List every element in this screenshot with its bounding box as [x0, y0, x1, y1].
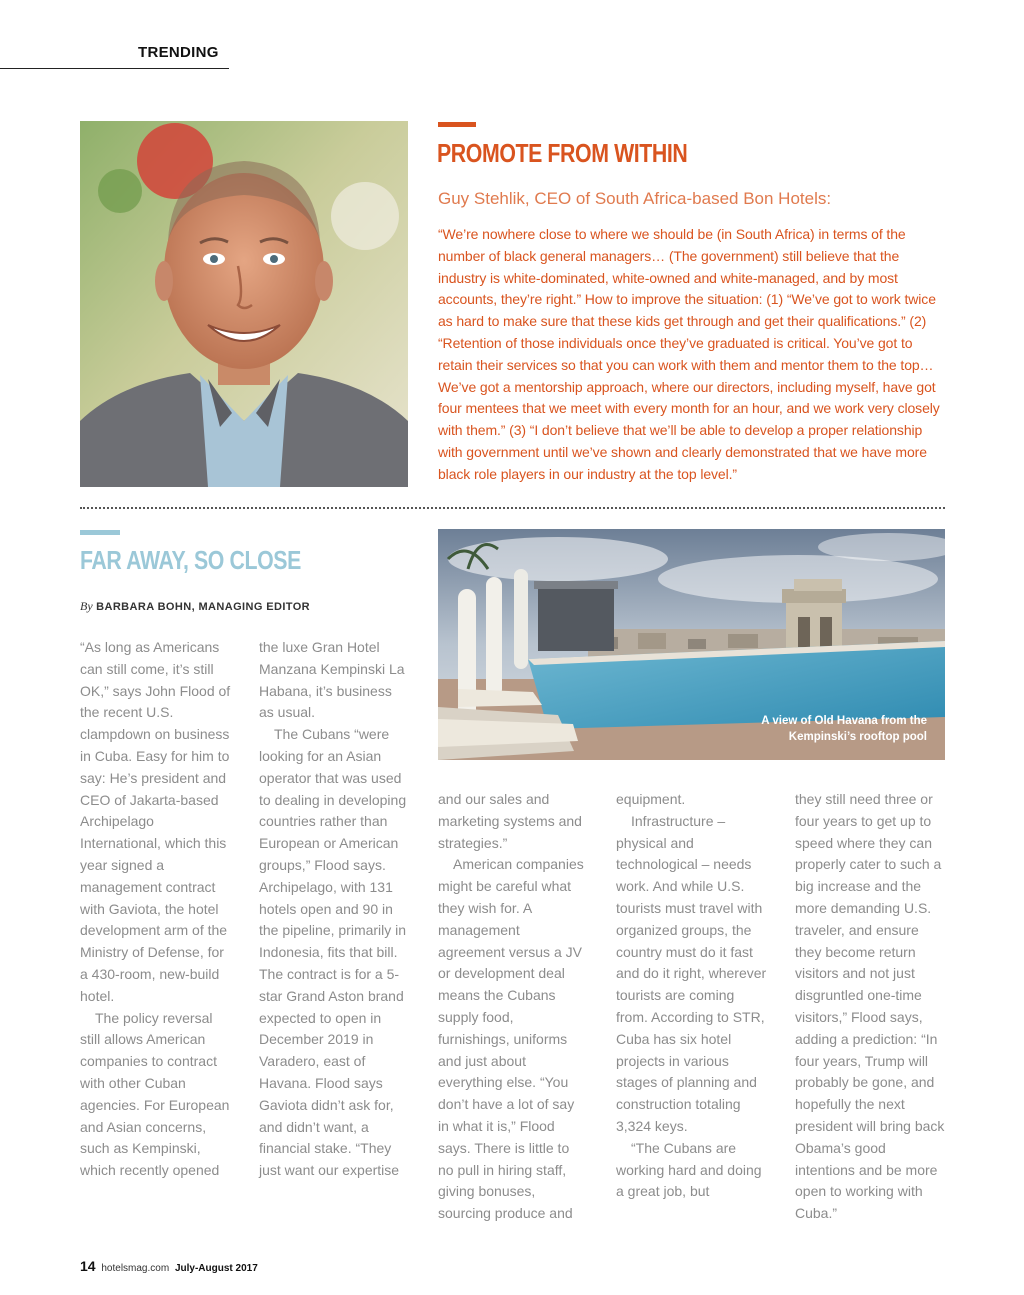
headline-far-away: FAR AWAY, SO CLOSE	[80, 545, 301, 575]
body-column-4	[616, 789, 768, 1203]
footer-issue: July-August 2017	[174, 1263, 258, 1274]
paragraph: The policy reversal still allows American companies to contract with other Cuban agencies. For European and Asian concerns, such as Kempinski, which recently opened	[80, 1009, 230, 1179]
section-divider	[80, 507, 945, 509]
footer-site: hotelsmag.com	[101, 1263, 170, 1274]
page-footer	[80, 1258, 258, 1274]
body-column-2	[259, 637, 409, 1182]
byline-author: BARBARA BOHN, MANAGING EDITOR	[96, 601, 311, 613]
portrait-photo	[80, 121, 408, 487]
page-number: 14	[80, 1258, 96, 1274]
paragraph: “The Cubans are working hard and doing a great job, but	[616, 1139, 762, 1200]
section-label: TRENDING	[138, 44, 219, 61]
headline-accent-bar	[438, 122, 476, 127]
quote-subhead: Guy Stehlik, CEO of South Africa-based Bon Hotels:	[438, 189, 832, 208]
paragraph: Infrastructure – physical and technological – needs work. And while U.S. tourists must travel with organized groups, the country must do it fast and do it right, wherever tourists are coming from. According to STR, Cuba has six hotel projects in various stages of planning and construction totaling 3,324 keys.	[616, 812, 767, 1134]
byline	[80, 599, 310, 614]
section-rule	[0, 68, 229, 69]
paragraph: and our sales and marketing systems and strategies.”	[438, 791, 582, 851]
paragraph: American companies might be careful what they wish for. A management agreement versus a JV or development deal means the Cubans supply food, furnishings, uniforms and just about everything else. “You don’t have a lot of say in what it is,” Flood says. There is little to no pull in hiring staff, giving bonuses, sourcing produce and	[438, 856, 584, 1222]
paragraph: equipment.	[616, 791, 686, 807]
photo-caption: A view of Old Havana from the Kempinski’s rooftop pool	[761, 715, 927, 743]
body-column-3	[438, 789, 588, 1225]
body-column-5	[795, 789, 947, 1225]
headline-promote: PROMOTE FROM WITHIN	[437, 138, 688, 168]
havana-rooftop-photo	[438, 529, 945, 760]
headline-accent-bar-blue	[80, 530, 120, 535]
paragraph: the luxe Gran Hotel Manzana Kempinski La Habana, it’s business as usual.	[259, 639, 405, 721]
byline-by: By	[80, 599, 93, 613]
quote-body: “We’re nowhere close to where we should be (in South Africa) in terms of the number of black general managers… (The government) still believe that the industry is white-dominated, white-owned and white-managed, and by most accounts, they’re right.” How to improve the situation: (1) “We’ve got to work twice as hard to make sure that these kids get through and get their qualifications.” (2) “Retention of those individuals once they’ve graduated is critical. You’ve got to retain their services so that you can work with them and mentor them to the top… We’ve got a mentorship approach, where our directors, including myself, have got four mentees that we meet with every month for an hour, and we work very closely with them.” (3) “I don’t believe that we’ll be able to develop a proper relationship with government until we’ve shown and clearly demonstrated that we have more black role players in our industry at the top level.”	[438, 226, 940, 482]
paragraph: The Cubans “were looking for an Asian operator that was used to dealing in developing countries rather than European or American groups,” Flood says. Archipelago, with 131 hotels open and 90 in the pipeline, primarily in Indonesia, fits that bill. The contract is for a 5-star Grand Aston brand expected to open in December 2019 in Varadero, east of Havana. Flood says Gaviota didn’t ask for, and didn’t want, a financial stake. “They just want our expertise	[259, 726, 407, 1179]
paragraph: they still need three or four years to get up to speed where they can properly cater to such a big increase and the more demanding U.S. traveler, and ensure they become return visitors and not just disgruntled one-time visitors,” Flood says, adding a prediction: “In four years, Trump will probably be gone, and hopefully the next president will bring back Obama’s good intentions and be more open to working with Cuba.”	[795, 791, 945, 1222]
paragraph: “As long as Americans can still come, it’s still OK,” says John Flood of the recent U.S. clampdown on business in Cuba. Easy for him to say: He’s president and CEO of Jakarta-based Archipelago International, which this year signed a management contract with Gaviota, the hotel development arm of the Ministry of Defense, for a 430-room, new-build hotel.	[80, 639, 231, 1004]
body-column-1	[80, 637, 232, 1182]
